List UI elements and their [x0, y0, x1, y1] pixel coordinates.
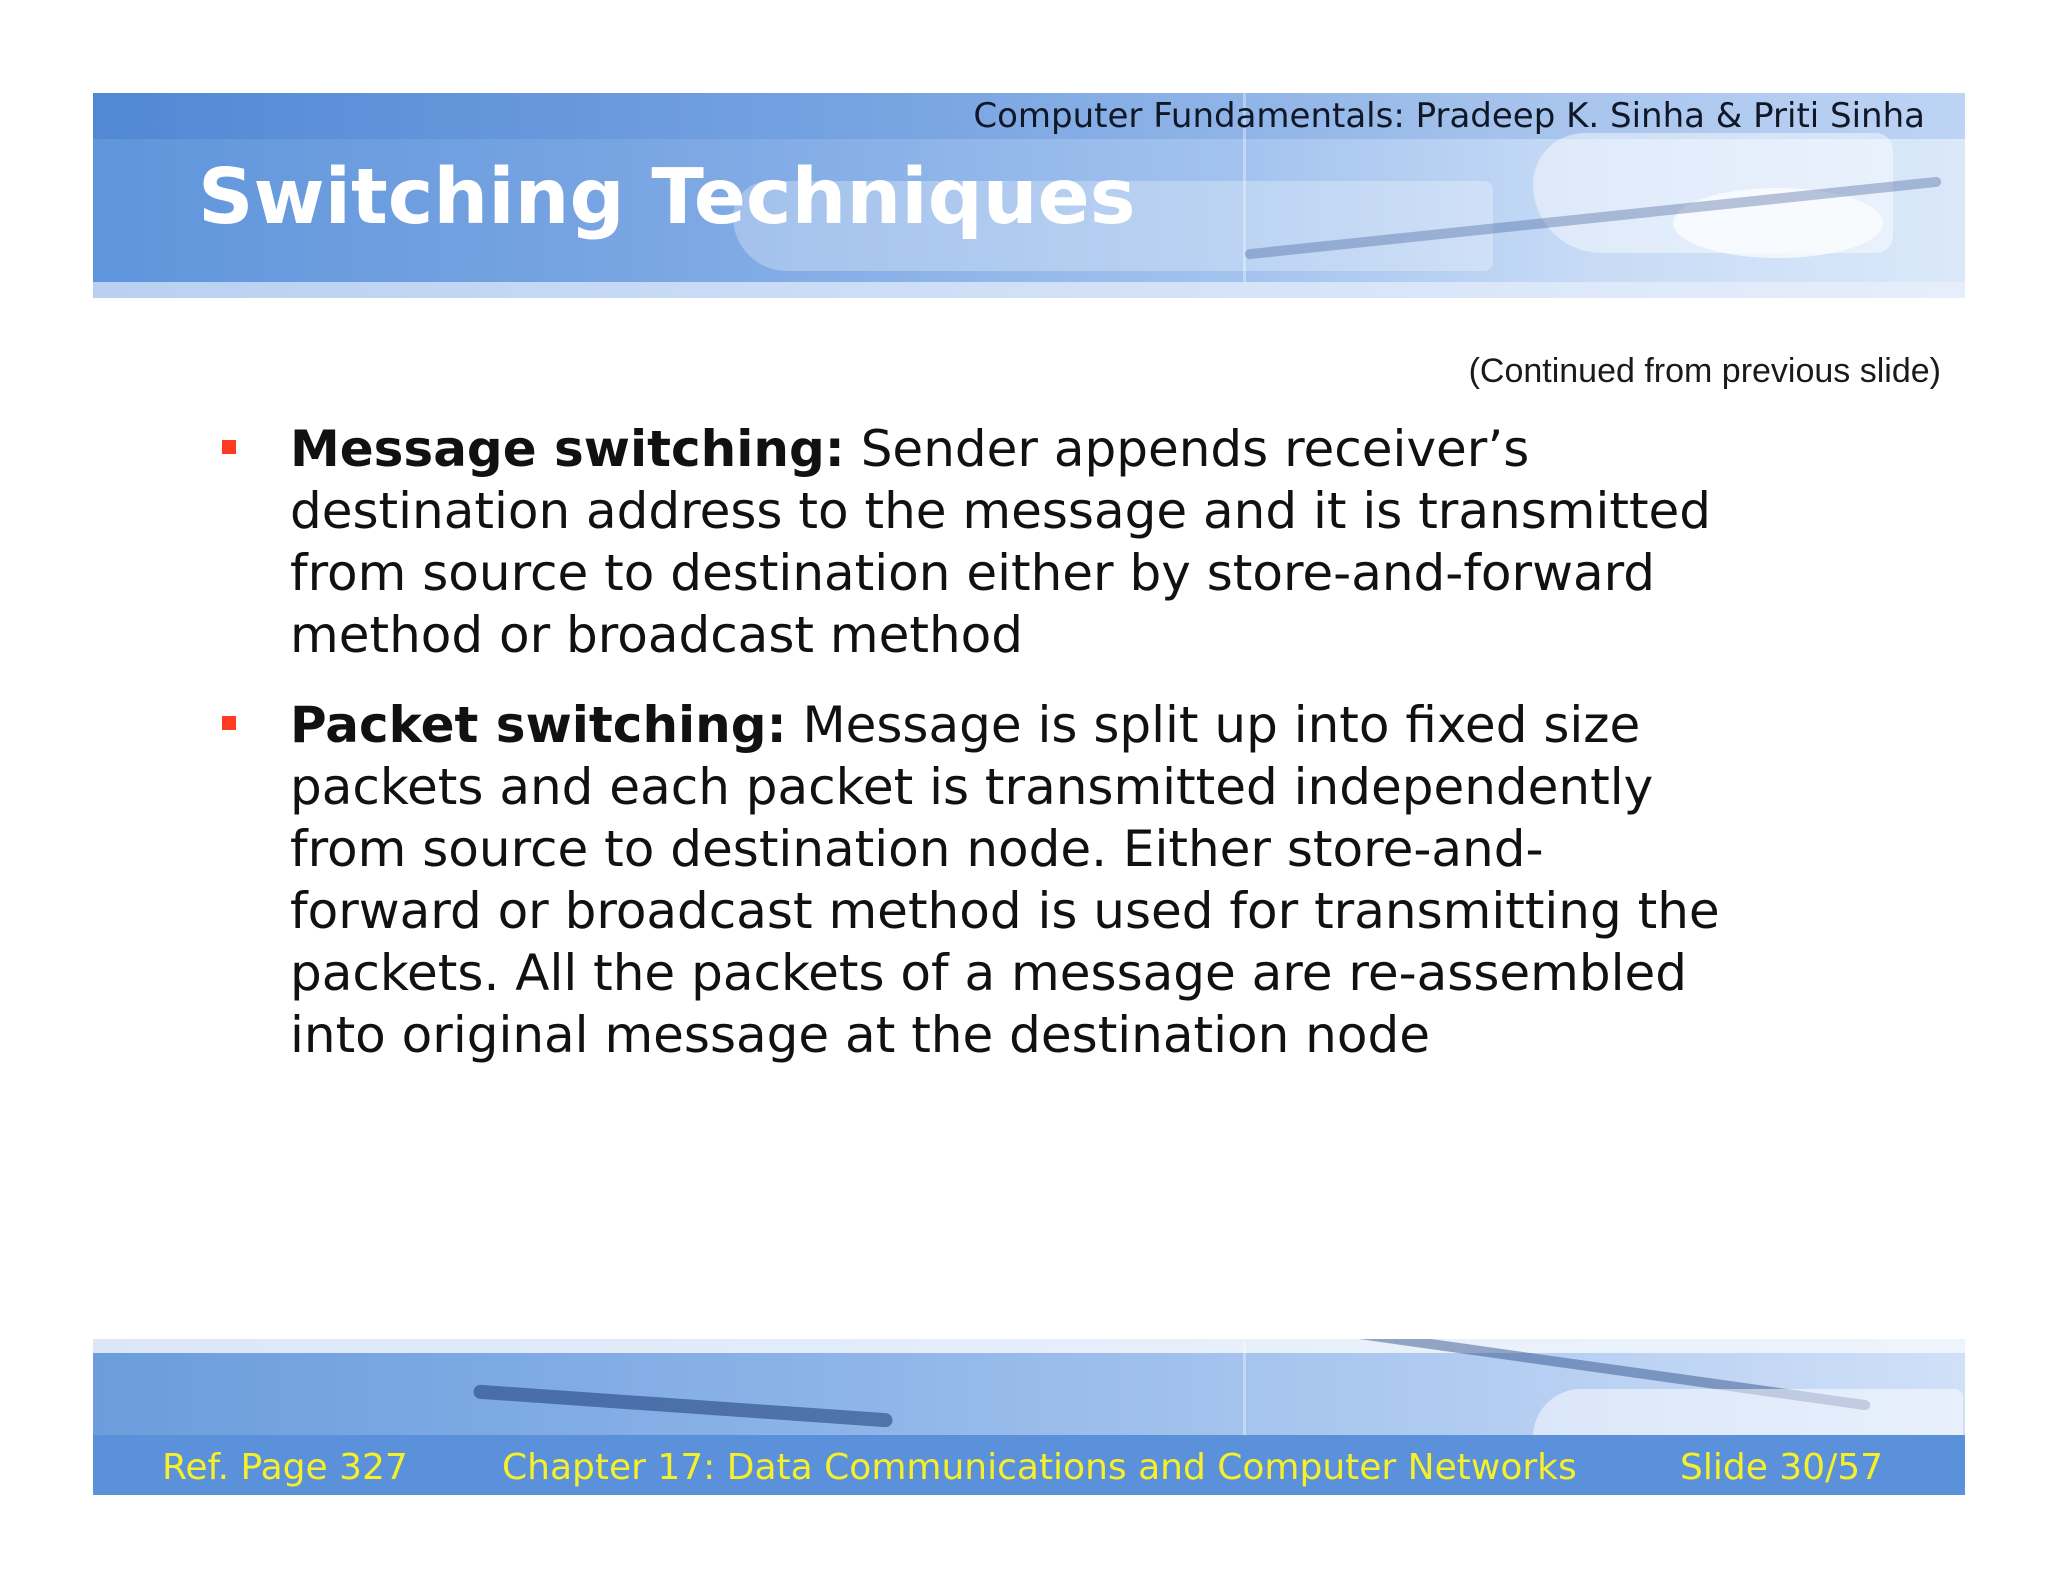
footer-banner-edge: [93, 1339, 1965, 1353]
bullet-term: Packet switching:: [290, 696, 787, 754]
slide-title: Switching Techniques: [198, 153, 1136, 242]
footer-ref-page: Ref. Page 327: [162, 1447, 408, 1488]
footer-chapter: Chapter 17: Data Communications and Computer Networks: [502, 1447, 1577, 1488]
bullet-text: [290, 418, 1730, 666]
header-credit: Computer Fundamentals: Pradeep K. Sinha & Priti Sinha: [973, 96, 1925, 136]
bullet-square-icon: [222, 716, 236, 730]
bullet-term: Message switching:: [290, 420, 845, 478]
bullet-square-icon: [222, 440, 236, 454]
continued-note: (Continued from previous slide): [1468, 352, 1941, 390]
cable-image: [473, 1384, 893, 1427]
footer-slide-number: Slide 30/57: [1680, 1447, 1884, 1488]
bullet-description: Sender appends receiver’s destination address to the message and it is transmitted from source to destination either by store-and-forward method or broadcast method: [290, 420, 1712, 664]
header-banner-edge: [93, 282, 1965, 298]
bullet-description: Message is split up into fixed size packets and each packet is transmitted independently from source to destination node. Either store-and-forward or broadcast method is used for transmitting the packets. All the packets of a message are re-assembled into original message at the destination node: [290, 696, 1720, 1064]
bullet-text: [290, 694, 1730, 1066]
